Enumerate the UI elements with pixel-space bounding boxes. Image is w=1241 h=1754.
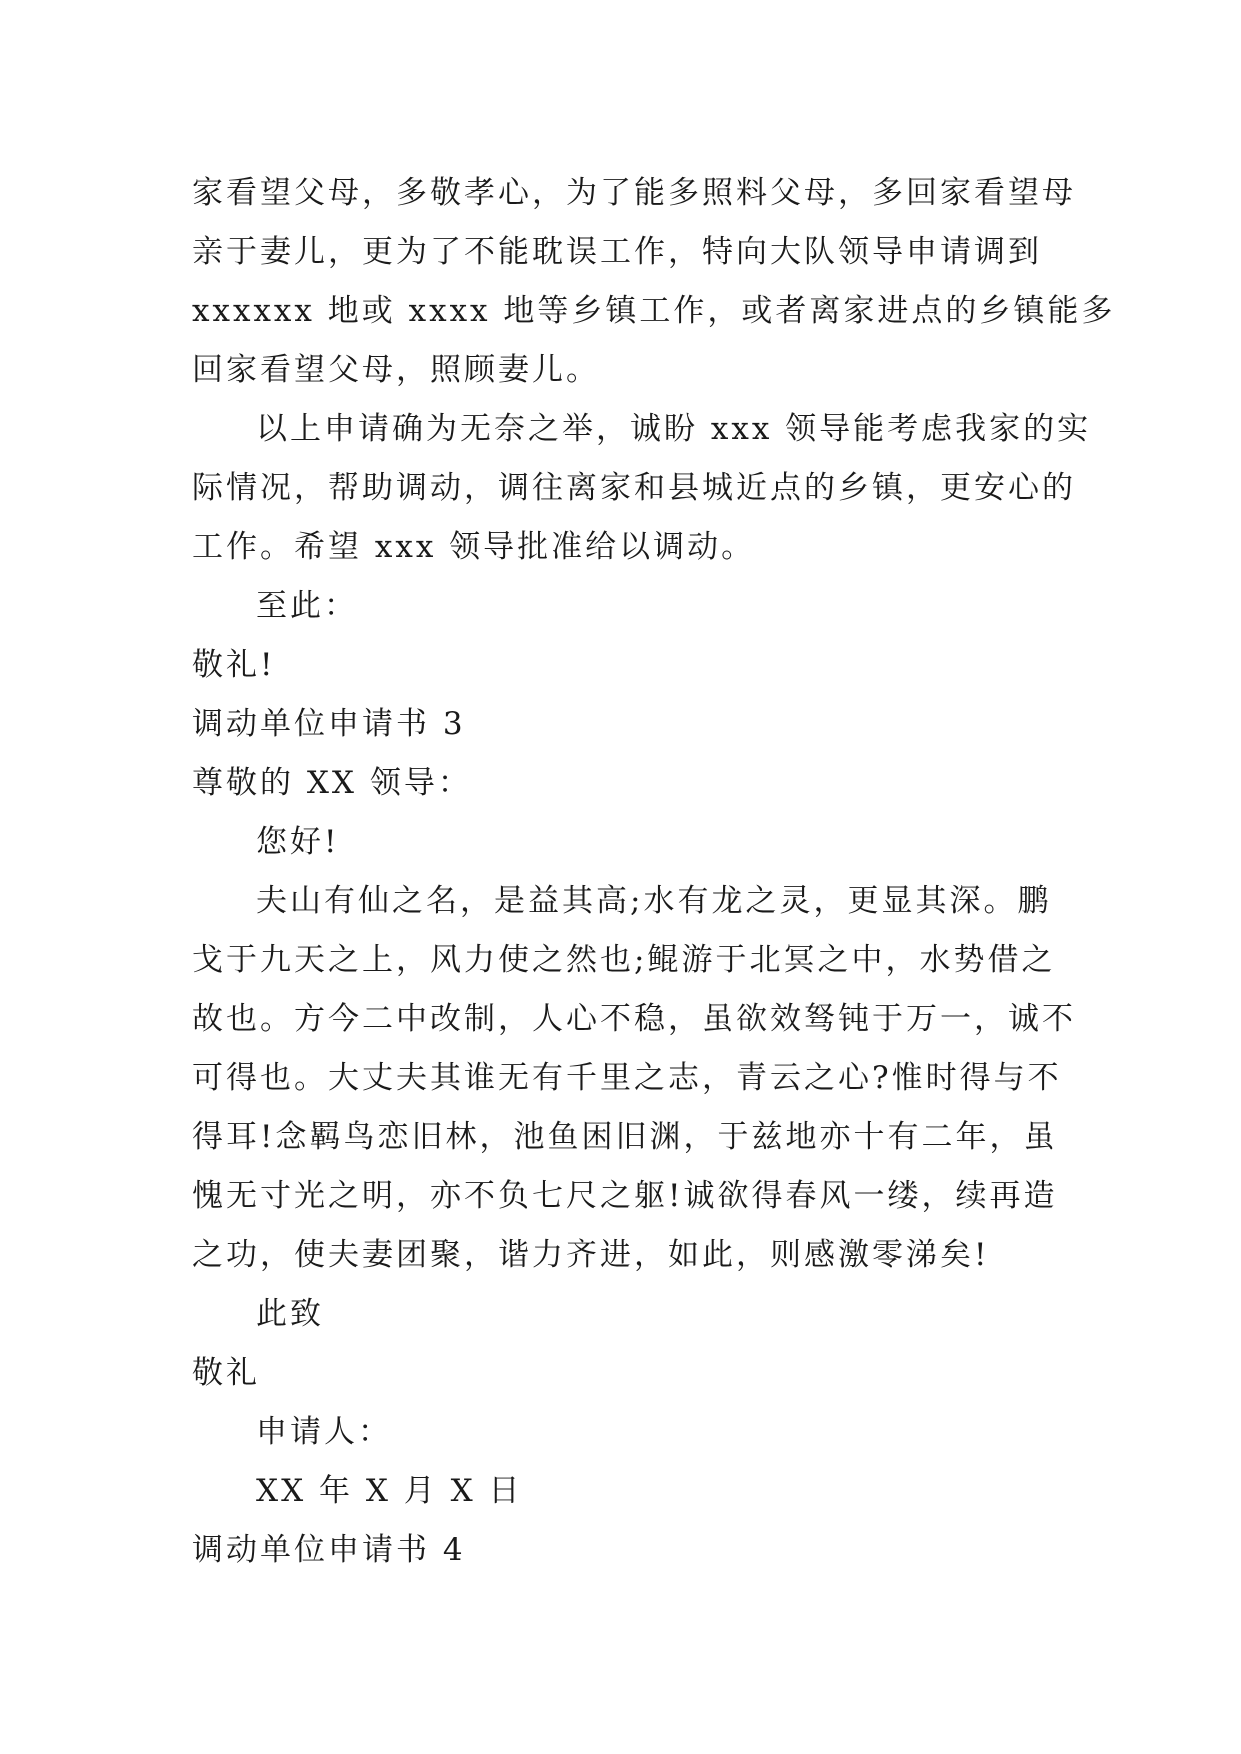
text-line: 故也。方今二中改制，人心不稳，虽欲效驽钝于万一，诚不: [192, 1001, 1076, 1037]
text-line: 回家看望父母，照顾妻儿。: [192, 352, 600, 388]
greeting: 您好!: [256, 824, 340, 860]
text-line: 亲于妻儿，更为了不能耽误工作，特向大队领导申请调到: [192, 234, 1042, 270]
section-heading: 调动单位申请书 4: [192, 1532, 466, 1568]
salutation: 尊敬的 XX 领导：: [192, 765, 472, 801]
text-line: 可得也。大丈夫其谁无有千里之志，青云之心?惟时得与不: [192, 1060, 1062, 1096]
document-body: [192, 164, 1116, 1580]
text-line: 得耳!念羁鸟恋旧林，池鱼困旧渊，于兹地亦十有二年，虽: [192, 1119, 1058, 1155]
text-line: 戈于九天之上，风力使之然也;鲲游于北冥之中，水势借之: [192, 942, 1056, 978]
text-line: 工作。希望 xxx 领导批准给以调动。: [192, 529, 756, 565]
closing: 敬礼: [192, 1355, 260, 1391]
section-heading: 调动单位申请书 3: [192, 706, 466, 742]
text-line: 敬礼!: [192, 647, 276, 683]
text-line: 以上申请确为无奈之举，诚盼 xxx 领导能考虑我家的实: [256, 411, 1092, 447]
text-line: 之功，使夫妻团聚，谐力齐进，如此，则感激零涕矣!: [192, 1237, 990, 1273]
text-line: xxxxxx 地或 xxxx 地等乡镇工作，或者离家进点的乡镇能多: [192, 293, 1116, 329]
text-line: 家看望父母，多敬孝心，为了能多照料父母，多回家看望母: [192, 175, 1076, 211]
text-line: 至此：: [256, 588, 358, 624]
text-line: 愧无寸光之明，亦不负七尺之躯!诚欲得春风一缕，续再造: [192, 1178, 1058, 1214]
applicant-label: 申请人：: [256, 1414, 392, 1450]
text-line: 际情况，帮助调动，调往离家和县城近点的乡镇，更安心的: [192, 470, 1076, 506]
text-line: 夫山有仙之名，是益其高;水有龙之灵，更显其深。鹏: [256, 883, 1052, 919]
date-line: XX 年 X 月 X 日: [256, 1473, 523, 1509]
closing: 此致: [256, 1296, 324, 1332]
